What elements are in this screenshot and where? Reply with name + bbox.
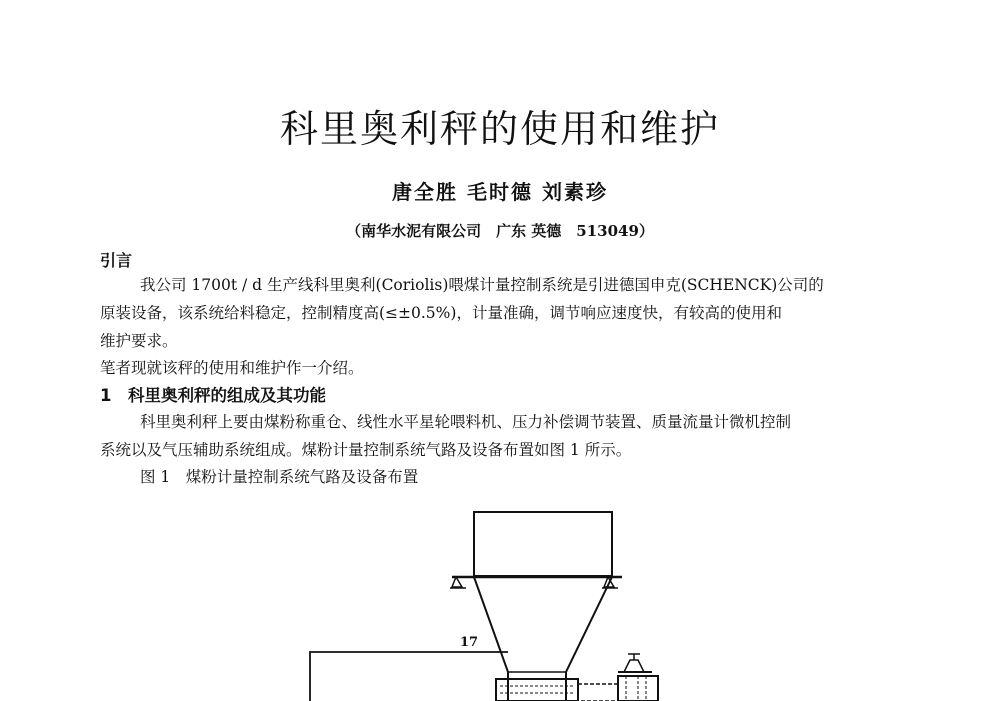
intro-line-2: 原装设备，该系统给料稳定，控制精度高(≤±0.5%)，计量准确，调节响应速度快，有较高的使用和 bbox=[100, 304, 782, 322]
paper-affiliation: （南华水泥有限公司 广东 英德 513049） bbox=[346, 222, 654, 240]
paper-authors: 唐全胜 毛时德 刘素珍 bbox=[392, 180, 608, 204]
intro-line-1: 我公司 1700t / d 生产线科里奥利(Coriolis)喂煤计量控制系统是引进德国申克(SCHENCK)公司的 bbox=[140, 276, 824, 294]
intro-line-4: 笔者现就该秤的使用和维护作一介绍。 bbox=[100, 359, 364, 377]
hopper-cone-right bbox=[566, 577, 612, 700]
hopper-cone-left bbox=[474, 577, 508, 700]
intro-line-3: 维护要求。 bbox=[100, 332, 178, 350]
support-left bbox=[452, 577, 462, 587]
section-1-number: 1 bbox=[100, 386, 112, 405]
section-1-line-2: 系统以及气压辅助系统组成。煤粉计量控制系统气路及设备布置如图 1 所示。 bbox=[100, 441, 632, 459]
hopper-top-box bbox=[474, 512, 612, 576]
intro-heading: 引言 bbox=[100, 251, 133, 270]
figure-caption: 图 1 煤粉计量控制系统气路及设备布置 bbox=[140, 468, 419, 486]
motor-top bbox=[624, 660, 644, 672]
section-1-line-1: 科里奥利秤上要由煤粉称重仓、线性水平星轮喂料机、压力补偿调节装置、质量流量计微机控制 bbox=[140, 413, 792, 431]
paper-title: 科里奥利秤的使用和维护 bbox=[279, 107, 720, 151]
air-line-17 bbox=[310, 652, 508, 701]
feeder-pipe bbox=[578, 684, 618, 701]
section-1-title: 科里奥利秤的组成及其功能 bbox=[128, 386, 326, 405]
label-17: 17 bbox=[460, 635, 479, 650]
